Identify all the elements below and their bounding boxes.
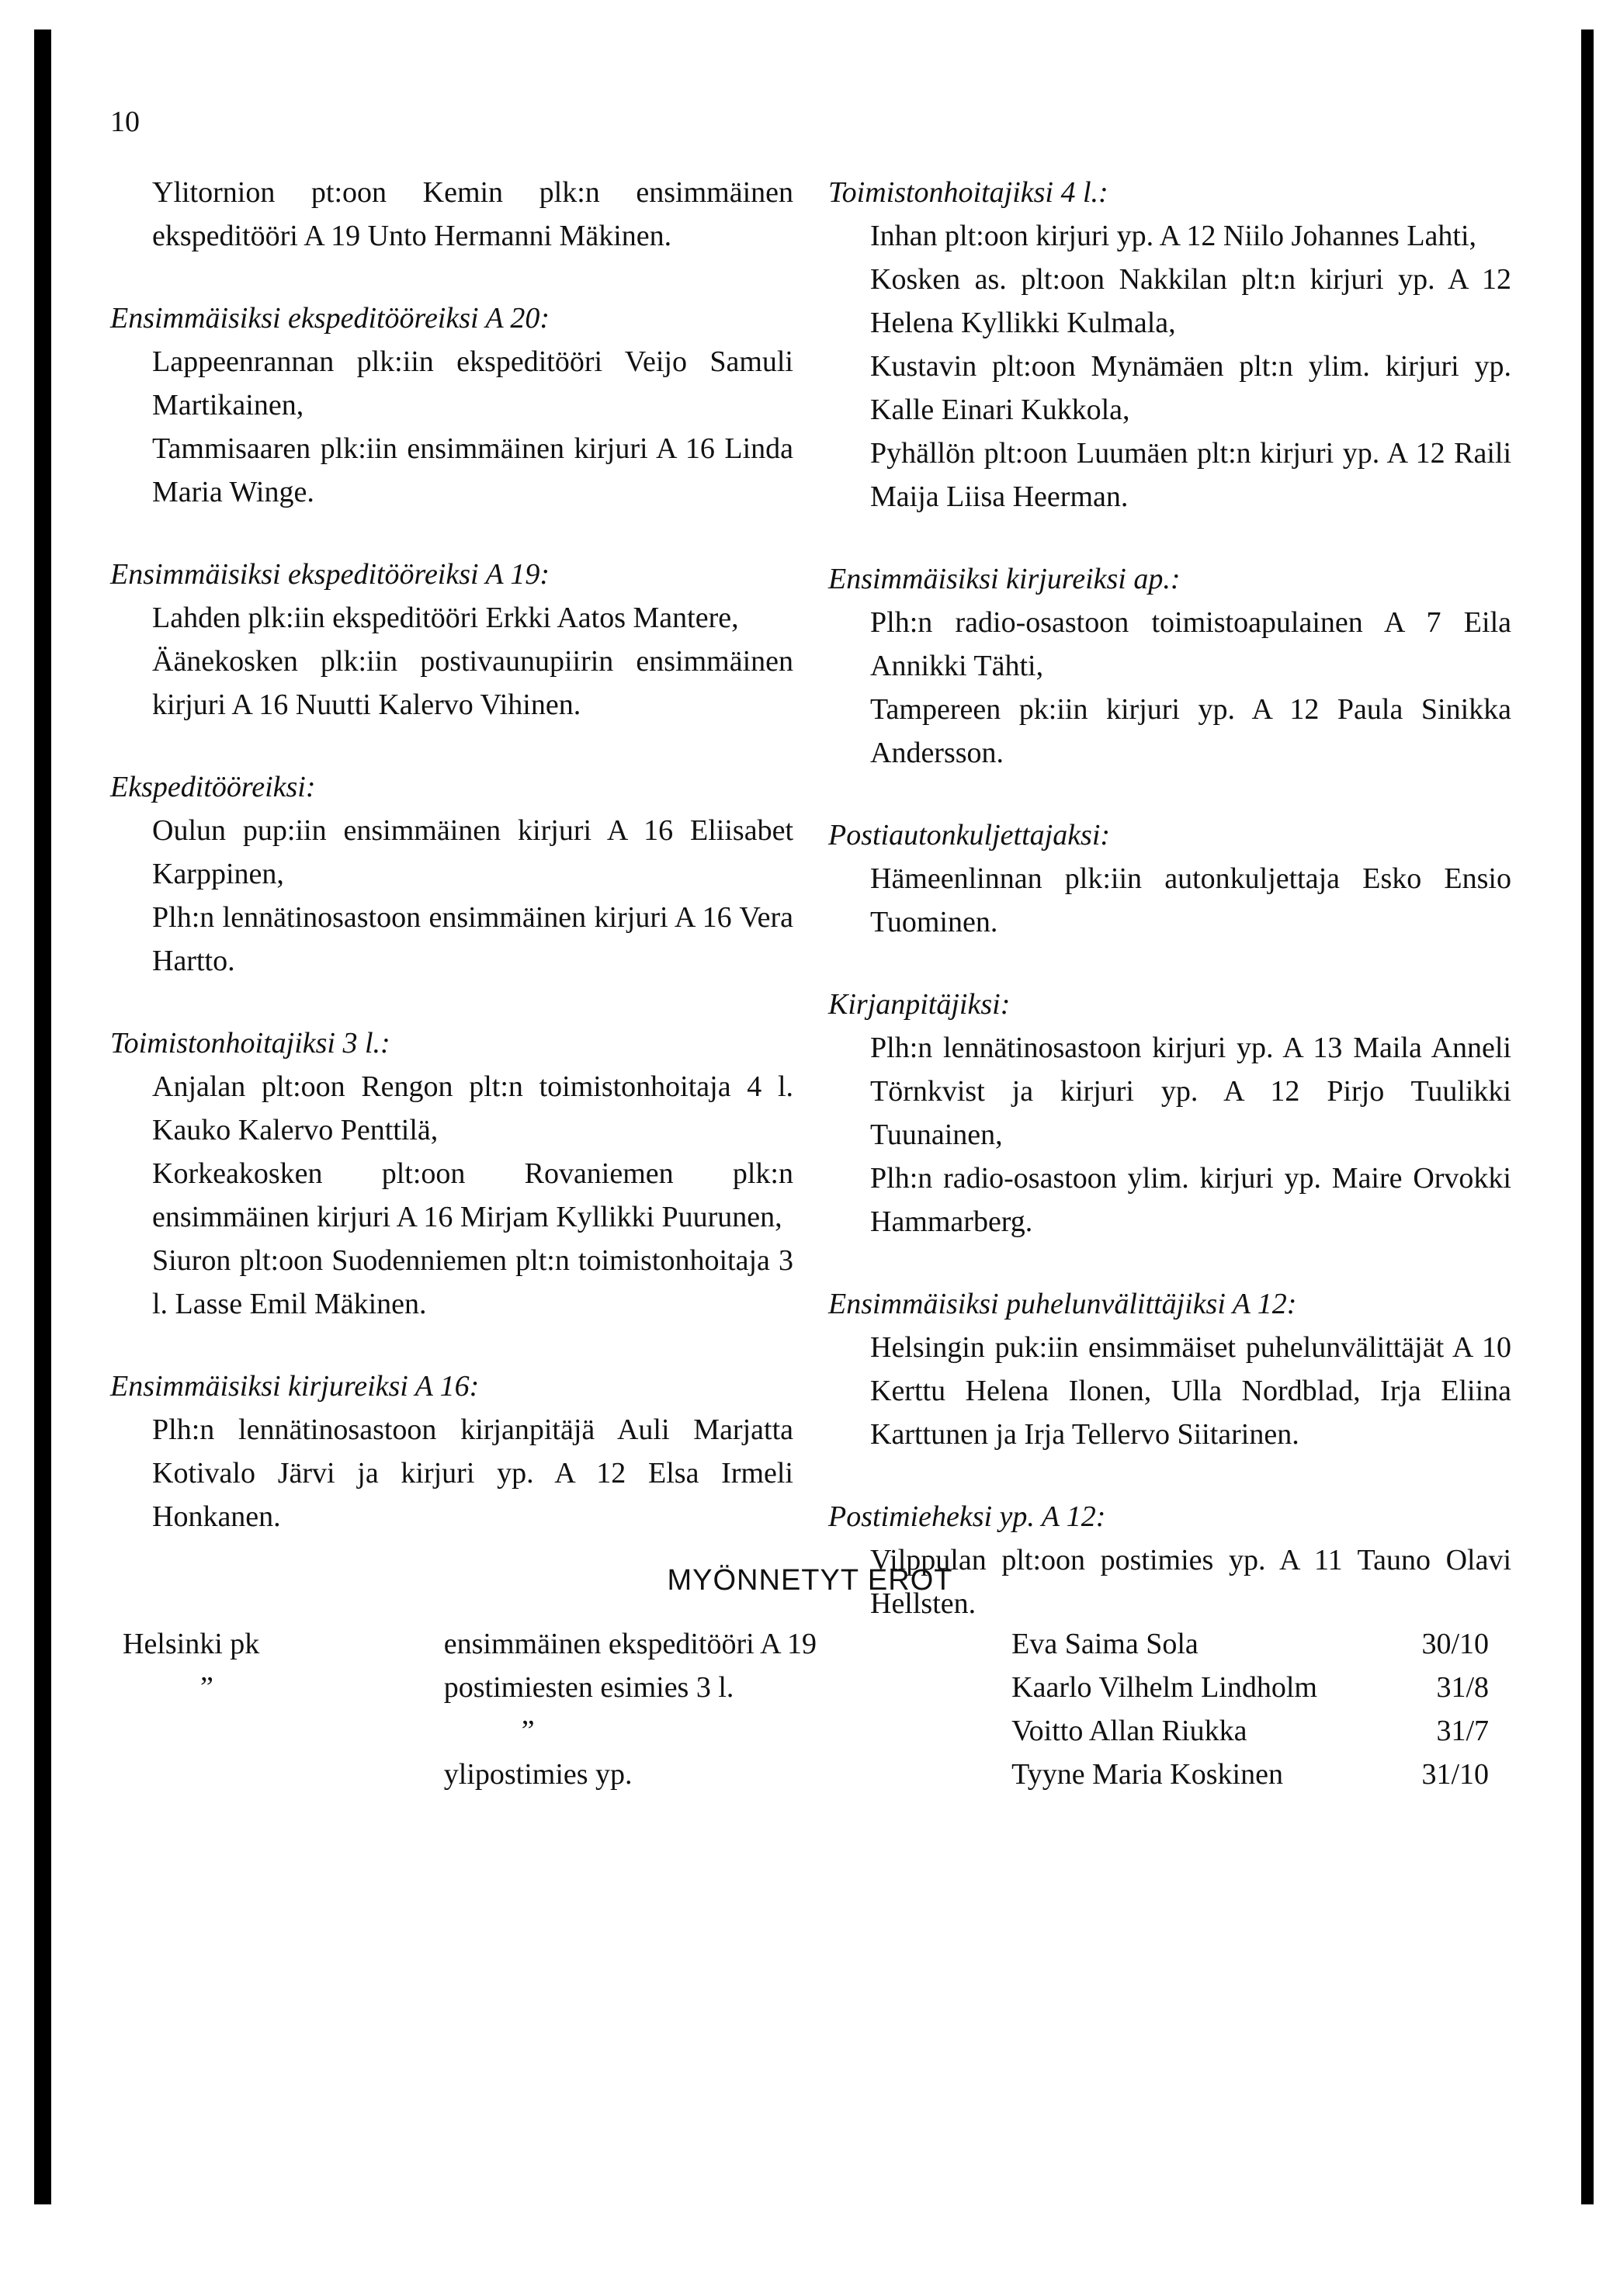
entry: Hämeenlinnan plk:iin autonkuljettaja Esko Ensio Tuominen.	[870, 862, 1511, 938]
page-number: 10	[110, 106, 140, 138]
section	[828, 171, 1511, 519]
scan-border-left	[34, 29, 51, 2204]
name-cell: Tyyne Maria Koskinen	[1011, 1758, 1283, 1791]
position-cell: ylipostimies yp.	[443, 1758, 633, 1791]
entry: Lappeenrannan plk:iin ekspeditööri Veijo Samuli Martikainen,	[152, 345, 793, 421]
section-heading: Toimistonhoitajiksi 4 l.:	[828, 176, 1108, 209]
date-cell: 31/10	[1421, 1758, 1489, 1791]
section	[828, 983, 1511, 1243]
entry: Anjalan plt:oon Rengon plt:n toimistonhoitaja 4 l. Kauko Kalervo Penttilä,	[152, 1070, 793, 1146]
scan-border-right	[1581, 29, 1594, 2204]
date-cell: 30/10	[1421, 1628, 1489, 1660]
entry: Ylitornion pt:oon Kemin plk:n ensimmäinen ekspeditööri A 19 Unto Hermanni Mäkinen.	[152, 176, 793, 252]
section	[828, 813, 1511, 944]
name-cell: Kaarlo Vilhelm Lindholm	[1011, 1671, 1317, 1704]
entry: Plh:n lennätinosastoon kirjuri yp. A 13 Maila Anneli Törnkvist ja kirjuri yp. A 12 Pirjo Tuulikki Tuunainen,	[870, 1032, 1511, 1151]
table-row	[123, 1753, 1489, 1796]
right-column	[828, 171, 1511, 1664]
name-cell: Voitto Allan Riukka	[1011, 1715, 1247, 1747]
entry: Helsingin puk:iin ensimmäiset puhelunvälittäjät A 10 Kerttu Helena Ilonen, Ulla Nordblad, Irja Eliina Karttunen ja Irja Tellervo Siitarinen.	[870, 1331, 1511, 1451]
entry: Siuron plt:oon Suodenniemen plt:n toimistonhoitaja 3 l. Lasse Emil Mäkinen.	[152, 1244, 793, 1320]
entry: Korkeakosken plt:oon Rovaniemen plk:n ensimmäinen kirjuri A 16 Mirjam Kyllikki Puurunen,	[152, 1157, 793, 1233]
section-heading: Postiautonkuljettajaksi:	[828, 819, 1111, 851]
section	[828, 1282, 1511, 1456]
section-heading: Ensimmäisiksi ekspeditööreiksi A 20:	[110, 302, 550, 335]
entry: Tammisaaren plk:iin ensimmäinen kirjuri A 16 Linda Maria Winge.	[152, 432, 793, 508]
section-heading: Ensimmäisiksi kirjureiksi ap.:	[828, 563, 1181, 595]
section-heading: Ekspeditööreiksi:	[110, 771, 316, 803]
section-heading: Toimistonhoitajiksi 3 l.:	[110, 1027, 390, 1060]
place-cell	[123, 1753, 444, 1796]
entry: Kosken as. plt:oon Nakkilan plt:n kirjuri yp. A 12 Helena Kyllikki Kulmala,	[870, 263, 1511, 339]
entry: Kustavin plt:oon Mynämäen plt:n ylim. kirjuri yp. Kalle Einari Kukkola,	[870, 350, 1511, 426]
left-column	[110, 171, 793, 1577]
place-cell: ”	[200, 1671, 213, 1704]
position-cell: ”	[521, 1715, 535, 1747]
entry: Plh:n radio-osastoon toimistoapulainen A 7 Eila Annikki Tähti,	[870, 606, 1511, 682]
resignations-title: MYÖNNETYT EROT	[667, 1564, 953, 1597]
entry: Vilppulan plt:oon postimies yp. A 11 Tauno Olavi Hellsten.	[870, 1544, 1511, 1620]
section-heading: Ensimmäisiksi kirjureiksi A 16:	[110, 1370, 480, 1403]
entry: Lahden plk:iin ekspeditööri Erkki Aatos Mantere,	[152, 602, 739, 634]
entry: Oulun pup:iin ensimmäinen kirjuri A 16 Eliisabet Karppinen,	[152, 814, 793, 890]
section-heading: Kirjanpitäjiksi:	[828, 988, 1011, 1021]
section	[110, 553, 793, 727]
entry: Äänekosken plk:iin postivaunupiirin ensimmäinen kirjuri A 16 Nuutti Kalervo Vihinen.	[152, 645, 793, 721]
section-heading: Ensimmäisiksi puhelunvälittäjiksi A 12:	[828, 1288, 1297, 1320]
table-row	[123, 1709, 1489, 1753]
entry: Plh:n radio-osastoon ylim. kirjuri yp. Maire Orvokki Hammarberg.	[870, 1162, 1511, 1238]
table-row	[123, 1622, 1489, 1666]
entry: Inhan plt:oon kirjuri yp. A 12 Niilo Johannes Lahti,	[870, 220, 1477, 252]
section-heading: Ensimmäisiksi ekspeditööreiksi A 19:	[110, 558, 550, 591]
name-cell: Eva Saima Sola	[1011, 1628, 1199, 1660]
section	[110, 1021, 793, 1326]
entry: Plh:n lennätinosastoon ensimmäinen kirjuri A 16 Vera Hartto.	[152, 901, 793, 977]
position-cell: postimiesten esimies 3 l.	[443, 1671, 734, 1704]
position-cell: ensimmäinen ekspeditööri A 19	[443, 1628, 817, 1660]
section	[110, 765, 793, 983]
entry: Pyhällön plt:oon Luumäen plt:n kirjuri yp. A 12 Raili Maija Liisa Heerman.	[870, 437, 1511, 513]
resignations-table	[123, 1622, 1489, 1796]
section	[110, 1365, 793, 1538]
date-cell: 31/8	[1436, 1671, 1489, 1704]
place-cell: Helsinki pk	[123, 1628, 260, 1660]
entry: Plh:n lennätinosastoon kirjanpitäjä Auli Marjatta Kotivalo Järvi ja kirjuri yp. A 12 Elsa Irmeli Honkanen.	[152, 1413, 793, 1533]
entry: Tampereen pk:iin kirjuri yp. A 12 Paula Sinikka Andersson.	[870, 693, 1511, 769]
section-heading: Postimieheksi yp. A 12:	[828, 1500, 1106, 1533]
section	[110, 297, 793, 514]
date-cell: 31/7	[1436, 1715, 1489, 1747]
place-cell	[123, 1709, 444, 1753]
table-row	[123, 1666, 1489, 1709]
section	[828, 557, 1511, 775]
section	[110, 171, 793, 258]
section	[828, 1495, 1511, 1625]
